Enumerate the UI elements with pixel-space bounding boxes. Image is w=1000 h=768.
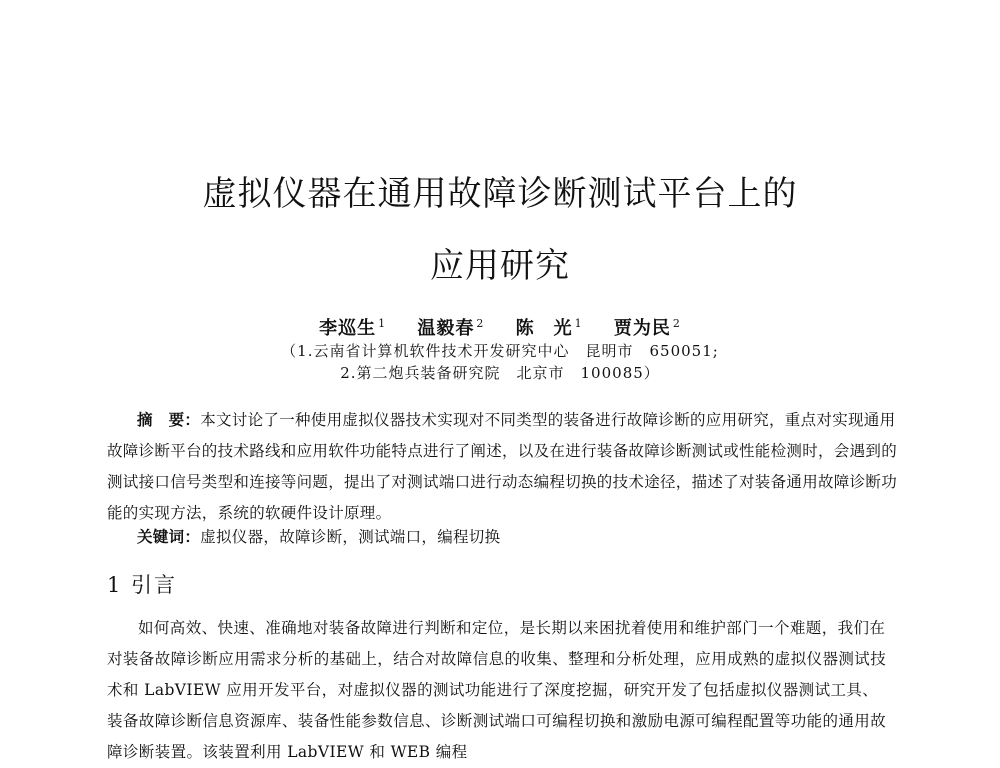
author-name: 贾为民 xyxy=(613,318,671,339)
author-name: 陈 光 xyxy=(515,318,573,339)
abstract-label: 摘 要： xyxy=(137,410,201,429)
author-name: 李巡生 xyxy=(319,318,377,339)
abstract xyxy=(107,404,897,529)
author xyxy=(319,318,386,339)
author-list xyxy=(0,314,1000,340)
author-affiliation-mark: 1 xyxy=(574,317,583,330)
section-heading-introduction: 1 引言 xyxy=(107,573,178,597)
keywords-text: 虚拟仪器，故障诊断，测试端口，编程切换 xyxy=(200,528,501,546)
author xyxy=(614,318,681,339)
author-affiliation-mark: 1 xyxy=(378,317,387,330)
paper-title-line-1: 虚拟仪器在通用故障诊断测试平台上的 xyxy=(202,174,798,214)
affiliation-line-1: （1.云南省计算机软件技术开发研究中心 昆明市 650051; xyxy=(281,342,719,360)
author-affiliation-mark: 2 xyxy=(476,317,485,330)
keywords xyxy=(137,525,500,547)
abstract-text: 本文讨论了一种使用虚拟仪器技术实现对不同类型的装备进行故障诊断的应用研究，重点对实现通用故障诊断平台的技术路线和应用软件功能特点进行了阐述，以及在进行装备故障诊断测试或性能检测时，会遇到的测试接口信号类型和连接等问题，提出了对测试端口进行动态编程切换的技术途径，描述了对装备通用故障诊断功能的实现方法，系统的软硬件设计原理。 xyxy=(107,411,898,522)
author-affiliation-mark: 2 xyxy=(672,317,681,330)
author-name: 温毅春 xyxy=(417,318,475,339)
paper-title-line-2: 应用研究 xyxy=(430,246,570,286)
keywords-label: 关键词： xyxy=(137,527,201,546)
introduction-paragraph: 如何高效、快速、准确地对装备故障进行判断和定位，是长期以来困扰着使用和维护部门一个难题，我们在对装备故障诊断应用需求分析的基础上，结合对故障信息的收集、整理和分析处理，应用成熟的虚拟仪器测试技术和 LabVIEW 应用开发平台，对虚拟仪器的测试功能进行了深度挖掘，研究开发了包括虚拟仪器测试工具、装备故障诊断信息资源库、装备性能参数信息、诊断测试端口可编程切换和激励电源可编程配置等功能的通用故障诊断装置。该装置利用 LabVIEW 和 WEB 编程 xyxy=(107,619,887,761)
author xyxy=(417,318,484,339)
affiliation-line-2: 2.第二炮兵装备研究院 北京市 100085） xyxy=(340,364,660,382)
author xyxy=(516,318,583,339)
